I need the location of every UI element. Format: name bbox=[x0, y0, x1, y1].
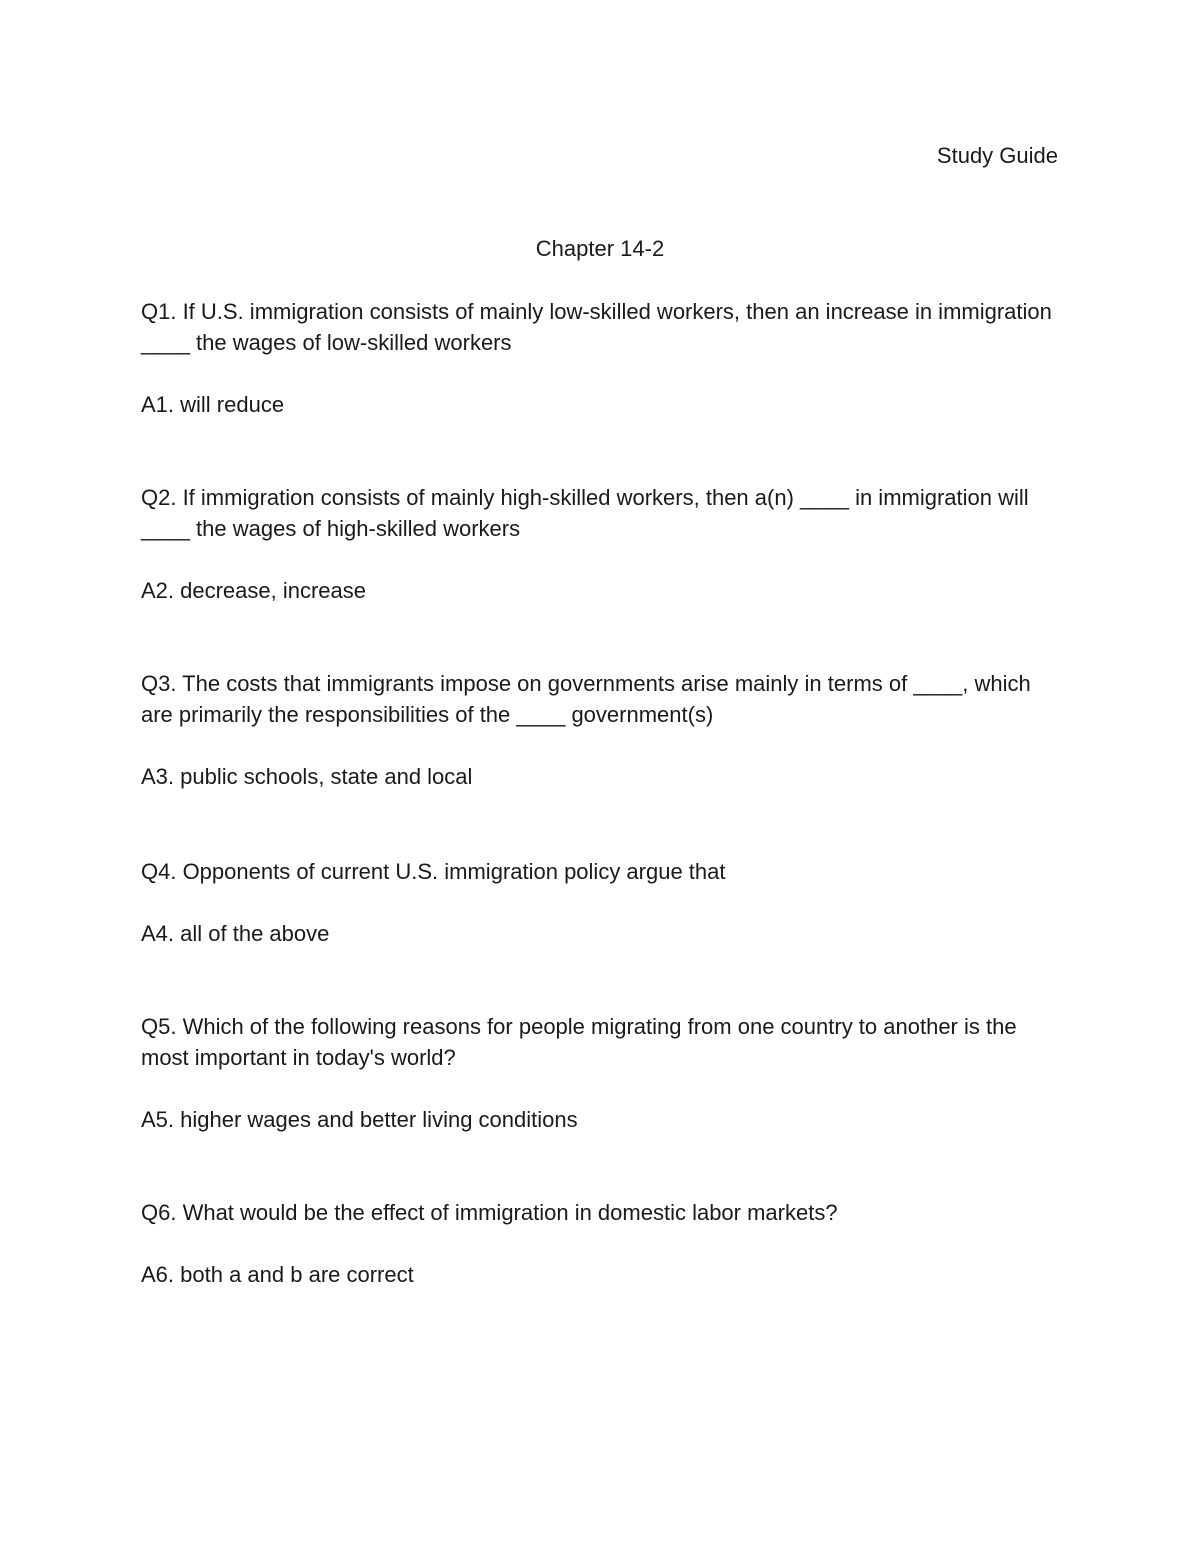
question-4: Q4. Opponents of current U.S. immigration policy argue that bbox=[141, 859, 726, 884]
answer-1: A1. will reduce bbox=[141, 392, 285, 417]
answer-2: A2. decrease, increase bbox=[141, 578, 367, 603]
answer-5: A5. higher wages and better living conditions bbox=[141, 1107, 578, 1132]
chapter-heading: Chapter 14-2 bbox=[535, 236, 665, 261]
question-5: Q5. Which of the following reasons for people migrating from one country to another is the most important in today's world? bbox=[141, 1014, 1017, 1070]
question-6: Q6. What would be the effect of immigration in domestic labor markets? bbox=[141, 1200, 838, 1225]
question-1: Q1. If U.S. immigration consists of mainly low-skilled workers, then an increase in immigration ____ the wages of low-skilled workers bbox=[141, 299, 1052, 355]
document-title: Study Guide bbox=[936, 143, 1058, 168]
question-3: Q3. The costs that immigrants impose on governments arise mainly in terms of ____, which are primarily the responsibilities of the ____ government(s) bbox=[141, 671, 1031, 727]
answer-6: A6. both a and b are correct bbox=[141, 1262, 414, 1287]
answer-4: A4. all of the above bbox=[141, 921, 330, 946]
answer-3: A3. public schools, state and local bbox=[141, 764, 473, 789]
question-2: Q2. If immigration consists of mainly high-skilled workers, then a(n) ____ in immigration will ____ the wages of high-skilled workers bbox=[141, 485, 1029, 541]
